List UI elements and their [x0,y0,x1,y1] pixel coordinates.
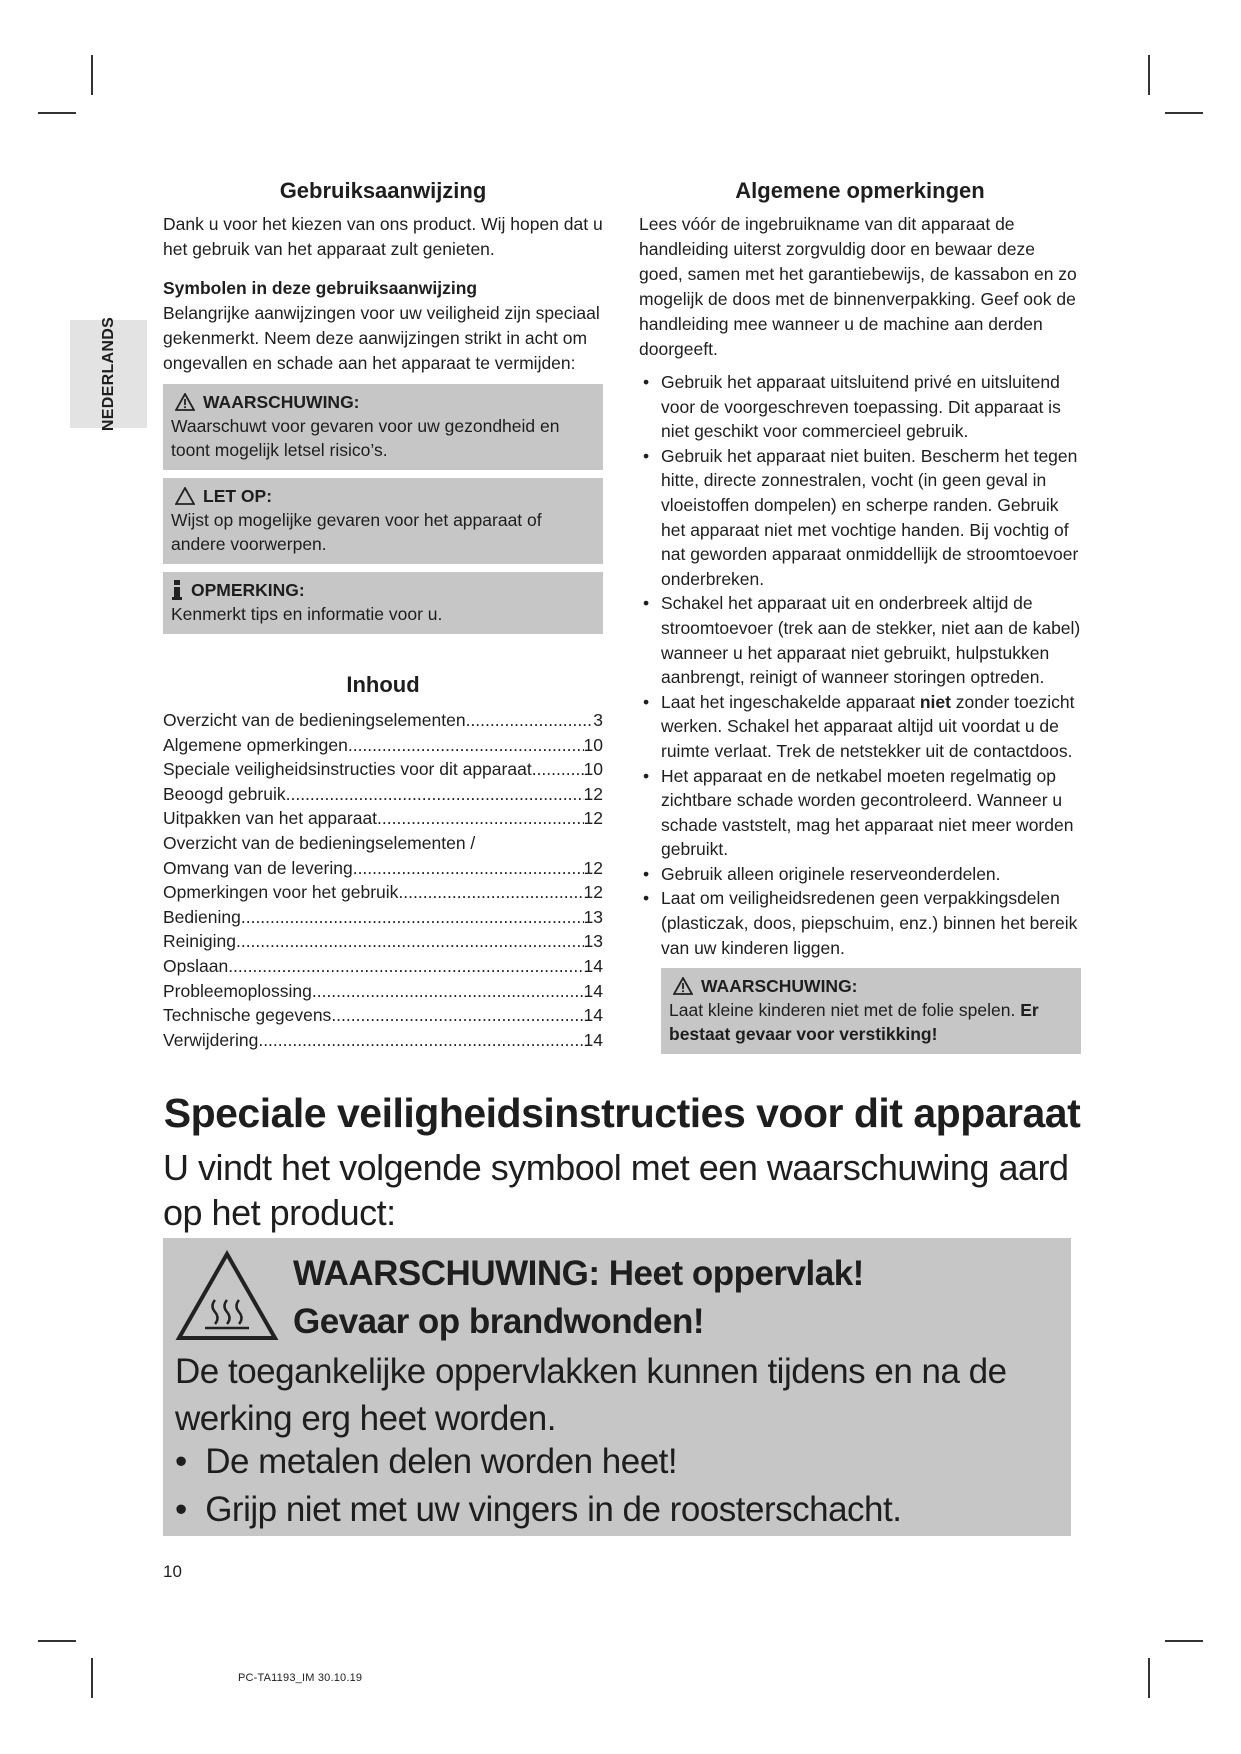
symbols-text: Belangrijke aanwijzingen voor uw veiligheid zijn speciaal gekenmerkt. Neem deze aanwijzingen strikt in acht om ongevallen en schade aan het apparaat te vermijden: [163,303,600,373]
toc-row: Uitpakken van het apparaat ..... 12 [163,806,603,831]
toc-row: Overzicht van de bedieningselementen ..... 3 [163,708,603,733]
note-box [163,572,603,634]
table-of-contents [163,708,603,1052]
caution-label: LET OP: [203,486,273,506]
language-label: NEDERLANDS [99,316,117,432]
hot-surface-list [175,1438,901,1534]
right-column [639,178,1081,1054]
toc-row: Technische gegevens ..... 14 [163,1003,603,1028]
warning-label: WAARSCHUWING: [701,976,858,997]
symbols-heading: Symbolen in deze gebruiksaanwijzing [163,278,478,298]
page-number: 10 [163,1562,182,1581]
warning-triangle-icon [673,977,693,995]
toc-row: Probleemoplossing ..... 14 [163,979,603,1004]
hot-surface-title: WAARSCHUWING: Heet oppervlak! Gevaar op brandwonden! [293,1254,864,1341]
toc-row: Bediening ..... 13 [163,905,603,930]
crop-mark [38,1640,76,1642]
caution-box [163,478,603,564]
manual-title: Gebruiksaanwijzing [279,178,487,203]
toc-row: Reiniging ..... 13 [163,929,603,954]
toc-row: Opslaan ..... 14 [163,954,603,979]
safety-section-intro: U vindt het volgende symbool met een waarschuwing aard op het product: [163,1147,1069,1233]
hot-surface-warning-box [163,1238,1071,1536]
crop-mark [1148,1658,1150,1698]
toc-row: Beoogd gebruik ..... 12 [163,782,603,807]
warning-text: Waarschuwt voor gevaren voor uw gezondheid en toont mogelijk letsel risico’s. [171,416,560,460]
general-notes-intro: Lees vóór de ingebruikname van dit apparaat de handleiding uiterst zorgvuldig door en bewaar deze goed, samen met het garantiebewijs, de kassabon en zo mogelijk de doos met de binnenverpakking. Geef ook de handleiding mee wanneer u de machine aan derden doorgeeft. [639,214,1077,359]
crop-mark [91,1658,93,1698]
list-item: • Grijp niet met uw vingers in de roosterschacht. [175,1490,902,1529]
intro-text: Dank u voor het kiezen van ons product. Wij hopen dat u het gebruik van het apparaat zult genieten. [163,214,603,259]
crop-mark [91,55,93,95]
crop-mark [1165,112,1203,114]
hot-surface-text: De toegankelijke oppervlakken kunnen tijdens en na de werking erg heet worden. [175,1352,1007,1438]
toc-row: Overzicht van de bedieningselementen / [163,832,476,853]
list-item: • Gebruik het apparaat niet buiten. Bescherm het tegen hitte, directe zonnestralen, vocht (in geen geval in vloeistoffen dompelen) en scherpe randen. Gebruik het apparaat niet met vochtige handen. Bij vochtig of nat geworden apparaat onmiddellijk de stroomtoevoer onderbreken. [639,444,1081,592]
general-notes-list [639,370,1081,960]
list-item: • Laat het ingeschakelde apparaat niet zonder toezicht werken. Schakel het apparaat altijd uit voordat u de ruimte verlaat. Trek de netstekker uit de contactdoos. [639,690,1081,764]
footer-code: PC-TA1193_IM 30.10.19 [238,1672,363,1684]
note-label: OPMERKING: [191,580,305,600]
crop-mark [1148,55,1150,95]
list-item: • Gebruik alleen originele reserveonderdelen. [639,862,1081,887]
list-item: • De metalen delen worden heet! [175,1442,678,1481]
toc-row: Opmerkingen voor het gebruik ..... 12 [163,880,603,905]
packaging-warning-text: Laat kleine kinderen niet met de folie spelen. Er bestaat gevaar voor verstikking! [669,1000,1039,1045]
toc-row: Speciale veiligheidsinstructies voor dit apparaat ..... 10 [163,757,603,782]
list-item: • Gebruik het apparaat uitsluitend privé en uitsluitend voor de voorgeschreven toepassing. Dit apparaat is niet geschikt voor commercieel gebruik. [639,370,1081,444]
caution-text: Wijst op mogelijke gevaren voor het apparaat of andere voorwerpen. [171,510,542,554]
language-side-tab [70,316,147,432]
toc-row: Omvang van de levering ..... 12 [163,856,603,881]
crop-mark [38,112,76,114]
list-item: • Schakel het apparaat uit en onderbreek altijd de stroomtoevoer (trek aan de stekker, niet aan de kabel) wanneer u het apparaat niet gebruikt, hulpstukken aanbrengt, reinigt of wanneer storingen optreden. [639,591,1081,689]
toc-title: Inhoud [346,672,420,697]
safety-section-title: Speciale veiligheidsinstructies voor dit apparaat [163,1090,1081,1136]
list-item: • Laat om veiligheidsredenen geen verpakkingsdelen (plasticzak, doos, piepschuim, enz.) binnen het bereik van uw kinderen liggen. [639,886,1081,960]
left-column [163,178,603,1052]
packaging-warning-box [661,968,1081,1054]
toc-row: Algemene opmerkingen ..... 10 [163,733,603,758]
caution-triangle-icon [175,487,195,505]
note-text: Kenmerkt tips en informatie voor u. [171,604,443,624]
warning-label: WAARSCHUWING: [203,392,360,412]
general-notes-title: Algemene opmerkingen [735,178,985,203]
crop-mark [1165,1640,1203,1642]
warning-box [163,384,603,470]
toc-row: Verwijdering ..... 14 [163,1028,603,1053]
info-icon [171,580,183,600]
warning-triangle-icon [175,393,195,411]
hot-surface-warning-icon [175,1250,279,1342]
list-item: • Het apparaat en de netkabel moeten regelmatig op zichtbare schade worden gecontroleerd. Wanneer u schade vaststelt, mag het apparaat niet meer worden gebruikt. [639,764,1081,862]
